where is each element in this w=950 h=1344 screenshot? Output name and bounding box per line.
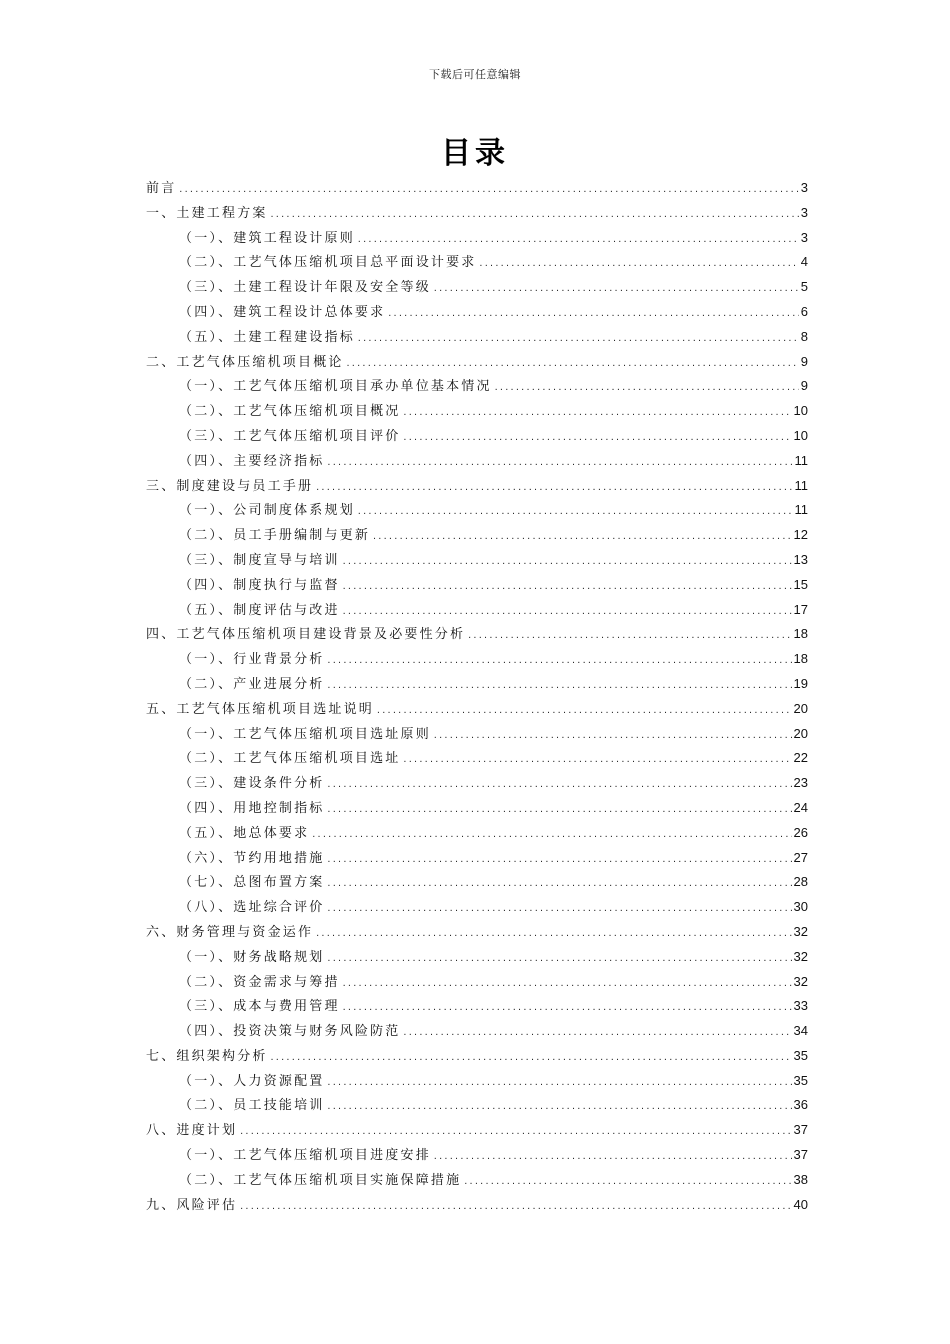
toc-entry[interactable] — [146, 374, 808, 399]
toc-dot-leader — [327, 1095, 792, 1120]
toc-entry[interactable] — [146, 350, 808, 375]
toc-entry-label: （二）、员工手册编制与更新 — [179, 528, 371, 544]
toc-entry-label: （三）、制度宣导与培训 — [179, 552, 340, 568]
toc-entry-page-number: 18 — [793, 626, 808, 642]
toc-entry-page-number: 13 — [793, 551, 808, 567]
toc-entry-page-number: 11 — [794, 452, 808, 468]
toc-entry-page-number: 26 — [793, 824, 808, 840]
toc-entry-label: 一、土建工程方案 — [146, 205, 268, 221]
toc-entry-label: （二）、工艺气体压缩机项目选址 — [179, 751, 401, 767]
toc-entry-label: 四、工艺气体压缩机项目建设背景及必要性分析 — [146, 627, 466, 643]
toc-entry-page-number: 6 — [800, 303, 808, 319]
toc-dot-leader — [387, 302, 798, 327]
toc-dot-leader — [403, 401, 792, 426]
toc-entry-label: （四）、主要经济指标 — [179, 453, 325, 469]
toc-dot-leader — [327, 848, 792, 873]
toc-entry-label: （二）、资金需求与筹措 — [179, 974, 340, 990]
toc-entry-page-number: 3 — [800, 204, 808, 220]
toc-entry-page-number: 32 — [793, 923, 808, 939]
header-note: 下载后可任意编辑 — [429, 68, 521, 81]
toc-dot-leader — [327, 897, 792, 922]
toc-dot-leader — [433, 277, 799, 302]
toc-entry-page-number: 36 — [793, 1097, 808, 1113]
toc-entry[interactable] — [146, 622, 808, 647]
toc-entry-label: （二）、员工技能培训 — [179, 1098, 325, 1114]
toc-entry[interactable] — [146, 821, 808, 846]
toc-entry[interactable] — [146, 796, 808, 821]
toc-entry[interactable] — [146, 1118, 808, 1143]
toc-entry-page-number: 9 — [800, 378, 808, 394]
toc-entry[interactable] — [146, 746, 808, 771]
toc-entry-label: （八）、选址综合评价 — [179, 900, 325, 916]
toc-dot-leader — [270, 1046, 792, 1071]
toc-entry-page-number: 19 — [793, 675, 808, 691]
toc-entry[interactable] — [146, 647, 808, 672]
toc-dot-leader — [239, 1120, 791, 1145]
toc-entry-page-number: 5 — [800, 279, 808, 295]
toc-entry-label: 三、制度建设与员工手册 — [146, 478, 314, 494]
toc-dot-leader — [342, 550, 792, 575]
toc-dot-leader — [239, 1195, 791, 1220]
toc-entry-page-number: 32 — [793, 948, 808, 964]
toc-entry-page-number: 24 — [793, 799, 808, 815]
toc-entry-page-number: 11 — [794, 502, 808, 518]
toc-entry-page-number: 30 — [793, 899, 808, 915]
toc-entry[interactable] — [146, 970, 808, 995]
toc-entry[interactable] — [146, 474, 808, 499]
toc-entry-page-number: 11 — [794, 477, 808, 493]
toc-dot-leader — [178, 178, 798, 203]
toc-entry[interactable] — [146, 994, 808, 1019]
toc-entry[interactable] — [146, 498, 808, 523]
toc-dot-leader — [403, 1021, 792, 1046]
toc-entry-label: （四）、制度执行与监督 — [179, 577, 340, 593]
toc-dot-leader — [315, 476, 792, 501]
toc-entry[interactable] — [146, 870, 808, 895]
toc-entry[interactable] — [146, 523, 808, 548]
toc-dot-leader — [342, 575, 792, 600]
toc-entry-label: （三）、建设条件分析 — [179, 776, 325, 792]
toc-entry[interactable] — [146, 399, 808, 424]
toc-entry-label: （三）、成本与费用管理 — [179, 999, 340, 1015]
toc-entry-label: （二）、工艺气体压缩机项目总平面设计要求 — [179, 255, 477, 271]
toc-entry[interactable] — [146, 1069, 808, 1094]
toc-entry-page-number: 10 — [793, 427, 808, 443]
toc-entry-label: （四）、建筑工程设计总体要求 — [179, 304, 386, 320]
toc-entry-page-number: 15 — [793, 576, 808, 592]
toc-dot-leader — [346, 352, 799, 377]
toc-entry-page-number: 40 — [793, 1196, 808, 1212]
toc-entry[interactable] — [146, 1143, 808, 1168]
toc-entry-page-number: 4 — [800, 254, 808, 270]
toc-dot-leader — [327, 649, 792, 674]
toc-entry-page-number: 20 — [793, 700, 808, 716]
toc-dot-leader — [342, 996, 792, 1021]
toc-dot-leader — [357, 500, 793, 525]
toc-dot-leader — [327, 674, 792, 699]
toc-entry-label: 九、风险评估 — [146, 1197, 238, 1213]
toc-entry-label: 八、进度计划 — [146, 1123, 238, 1139]
toc-dot-leader — [433, 724, 792, 749]
toc-entry-label: （四）、投资决策与财务风险防范 — [179, 1024, 401, 1040]
toc-entry[interactable] — [146, 697, 808, 722]
toc-dot-leader — [357, 228, 799, 253]
toc-entry-page-number: 37 — [793, 1122, 808, 1138]
toc-entry-page-number: 32 — [793, 973, 808, 989]
toc-dot-leader — [327, 773, 792, 798]
toc-entry-label: （一）、财务战略规划 — [179, 949, 325, 965]
toc-entry[interactable] — [146, 300, 808, 325]
toc-entry[interactable] — [146, 275, 808, 300]
toc-entry-page-number: 3 — [800, 229, 808, 245]
toc-entry-label: （一）、工艺气体压缩机项目进度安排 — [179, 1148, 431, 1164]
toc-dot-leader — [494, 376, 799, 401]
toc-entry[interactable] — [146, 945, 808, 970]
toc-entry[interactable] — [146, 920, 808, 945]
toc-entry-label: （五）、制度评估与改进 — [179, 602, 340, 618]
toc-entry-page-number: 8 — [800, 328, 808, 344]
toc-entry[interactable] — [146, 771, 808, 796]
toc-entry[interactable] — [146, 1019, 808, 1044]
toc-dot-leader — [463, 1170, 791, 1195]
toc-entry-page-number: 22 — [793, 750, 808, 766]
toc-entry-page-number: 33 — [793, 998, 808, 1014]
toc-entry[interactable] — [146, 449, 808, 474]
toc-entry[interactable] — [146, 895, 808, 920]
toc-entry-page-number: 18 — [793, 651, 808, 667]
toc-entry-label: （三）、工艺气体压缩机项目评价 — [179, 428, 401, 444]
toc-entry-label: （六）、节约用地措施 — [179, 850, 325, 866]
toc-dot-leader — [327, 798, 792, 823]
toc-dot-leader — [467, 624, 791, 649]
toc-entry-label: 二、工艺气体压缩机项目概论 — [146, 354, 344, 370]
toc-entry-label: （一）、工艺气体压缩机项目承办单位基本情况 — [179, 379, 492, 395]
toc-dot-leader — [403, 426, 792, 451]
toc-entry[interactable] — [146, 226, 808, 251]
toc-dot-leader — [342, 600, 792, 625]
toc-entry-label: （一）、行业背景分析 — [179, 652, 325, 668]
toc-entry[interactable] — [146, 1168, 808, 1193]
toc-entry[interactable] — [146, 1093, 808, 1118]
toc-entry[interactable] — [146, 846, 808, 871]
toc-dot-leader — [327, 1071, 792, 1096]
toc-dot-leader — [376, 699, 792, 724]
toc-entry-page-number: 35 — [793, 1072, 808, 1088]
toc-entry-label: （三）、土建工程设计年限及安全等级 — [179, 280, 431, 296]
toc-dot-leader — [479, 252, 799, 277]
toc-entry[interactable] — [146, 1193, 808, 1218]
toc-entry-label: （二）、工艺气体压缩机项目实施保障措施 — [179, 1172, 462, 1188]
toc-entry-label: （四）、用地控制指标 — [179, 800, 325, 816]
toc-entry-label: 前言 — [146, 181, 177, 196]
toc-dot-leader — [342, 972, 792, 997]
toc-entry-label: （一）、工艺气体压缩机项目选址原则 — [179, 726, 431, 742]
toc-entry[interactable] — [146, 250, 808, 275]
toc-entry-label: （五）、地总体要求 — [179, 825, 310, 841]
toc-entry-page-number: 28 — [793, 874, 808, 890]
toc-dot-leader — [372, 525, 791, 550]
toc-entry-page-number: 20 — [793, 725, 808, 741]
toc-entry-label: （一）、建筑工程设计原则 — [179, 230, 355, 246]
toc-dot-leader — [327, 451, 793, 476]
toc-entry-page-number: 9 — [800, 353, 808, 369]
toc-dot-leader — [327, 872, 792, 897]
toc-entry-page-number: 10 — [793, 403, 808, 419]
toc-entry-label: （二）、产业进展分析 — [179, 676, 325, 692]
toc-entry-page-number: 23 — [793, 775, 808, 791]
toc-entry-label: （一）、公司制度体系规划 — [179, 503, 355, 519]
toc-entry-label: （五）、土建工程建设指标 — [179, 329, 355, 345]
toc-entry-page-number: 37 — [793, 1147, 808, 1163]
toc-entry[interactable] — [146, 722, 808, 747]
toc-entry-page-number: 34 — [793, 1023, 808, 1039]
toc-entry-page-number: 38 — [793, 1171, 808, 1187]
toc-entry-label: 七、组织架构分析 — [146, 1048, 268, 1064]
toc-entry[interactable] — [146, 1044, 808, 1069]
toc-entry[interactable] — [146, 548, 808, 573]
toc-entry-label: 六、财务管理与资金运作 — [146, 924, 314, 940]
toc-entry[interactable] — [146, 201, 808, 226]
toc-entry[interactable] — [146, 573, 808, 598]
toc-entry[interactable] — [146, 325, 808, 350]
toc-entry[interactable] — [146, 672, 808, 697]
toc-dot-leader — [327, 947, 792, 972]
toc-entry-page-number: 27 — [793, 849, 808, 865]
toc-entry-label: （一）、人力资源配置 — [179, 1073, 325, 1089]
toc-entry[interactable] — [146, 598, 808, 623]
toc-entry-page-number: 35 — [793, 1047, 808, 1063]
toc-dot-leader — [315, 922, 791, 947]
toc-entry-label: 五、工艺气体压缩机项目选址说明 — [146, 701, 375, 717]
toc-entry-page-number: 12 — [793, 527, 808, 543]
toc-dot-leader — [403, 748, 792, 773]
toc-entry-label: （二）、工艺气体压缩机项目概况 — [179, 404, 401, 420]
toc-entry[interactable] — [146, 176, 808, 201]
table-of-contents — [146, 176, 808, 1217]
toc-dot-leader — [357, 327, 799, 352]
toc-entry-page-number: 17 — [793, 601, 808, 617]
toc-dot-leader — [270, 203, 799, 228]
page-title: 目录 — [441, 136, 509, 171]
toc-dot-leader — [311, 823, 791, 848]
toc-entry[interactable] — [146, 424, 808, 449]
toc-entry-page-number: 3 — [800, 180, 808, 195]
toc-dot-leader — [433, 1145, 792, 1170]
toc-entry-label: （七）、总图布置方案 — [179, 875, 325, 891]
